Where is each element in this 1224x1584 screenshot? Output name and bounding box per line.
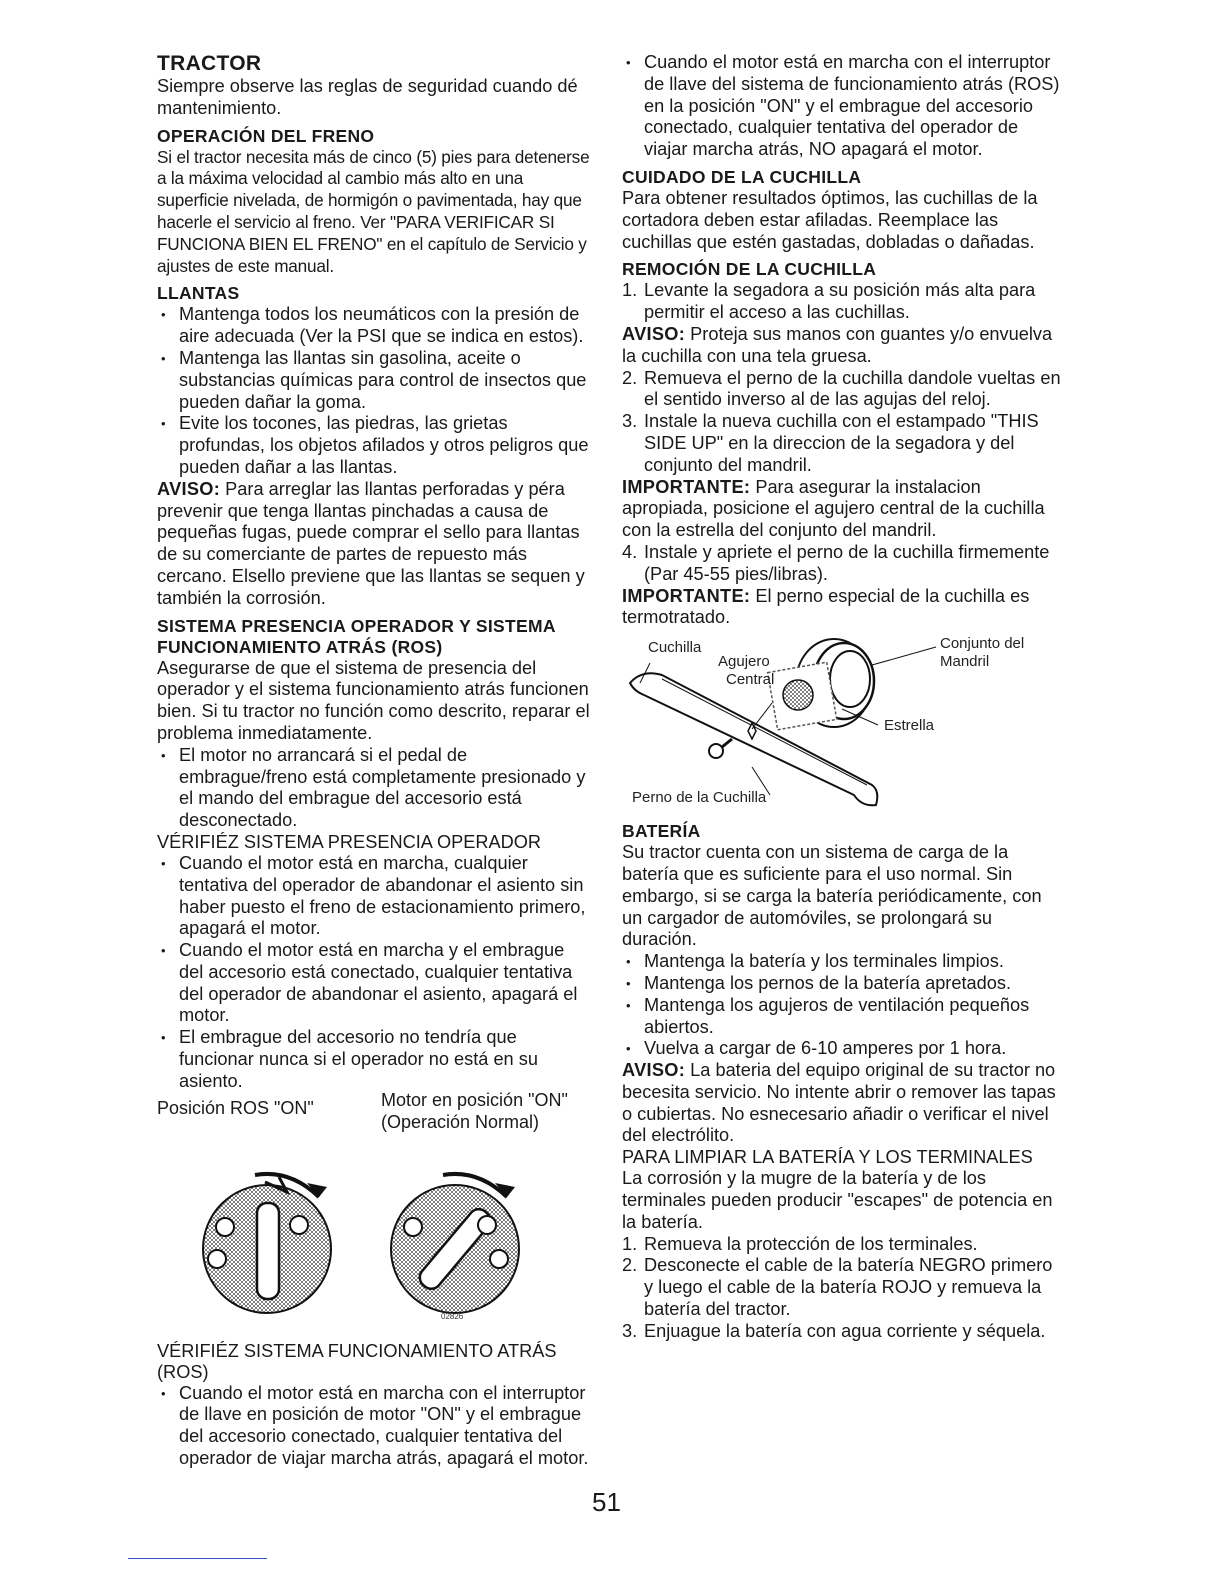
verifiez-atras-heading: VÉRIFIÉZ SISTEMA FUNCIONAMIENTO ATRÁS (ROS) xyxy=(157,1340,557,1382)
blade-figure xyxy=(622,635,1062,813)
normal-operation-label: (Operación Normal) xyxy=(381,1111,540,1132)
llantas-list xyxy=(157,304,593,478)
bateria-list xyxy=(622,951,1062,1060)
list-item: • Mantenga las llantas sin gasolina, aceite o substancias químicas para control de insectos que pueden dañar la goma. xyxy=(157,348,593,413)
ros-on-label: Posición ROS "ON" xyxy=(157,1097,314,1118)
step-text: Levante la segadora a su posición más alta para permitir el acceso a las cuchillas. xyxy=(644,280,1036,323)
sistema-text: Asegurarse de que el sistema de presencia del operador y el sistema funcionamiento atrás funcionen bien. Si tu tractor no función como descrito, reparar el problema inmediatamente. xyxy=(157,657,590,743)
llantas-heading: LLANTAS xyxy=(157,283,240,304)
page-number: 51 xyxy=(592,1487,621,1517)
label-estrella: Estrella xyxy=(884,717,935,735)
cuidado-heading: CUIDADO DE LA CUCHILLA xyxy=(622,166,862,187)
list-item: • Cuando el motor está en marcha, cualquier tentativa del operador de abandonar el asiento sin haber puesto el freno de estacionamiento primero, apagará el motor. xyxy=(157,853,593,940)
aviso-text: La bateria del equipo original de su tractor no becesita servicio. No intente abrir o remover las tapas o cubiertas. No esnecesario añadir o verificar el nivel del electrólito. xyxy=(622,1060,1056,1146)
list-item: 3. Enjuague la batería con agua corriente y séquela. xyxy=(622,1320,1046,1341)
figure-code: 02826 xyxy=(441,1311,464,1321)
llantas-aviso xyxy=(157,479,593,610)
list-item: 1. Remueva la protección de los terminales. xyxy=(622,1233,978,1254)
list-item: • Cuando el motor está en marcha y el embrague del accesorio está conectado, cualquier tentativa del operador de abandonar el asiento, apagará el motor. xyxy=(157,940,593,1027)
ros-knob-left-illustration xyxy=(195,1147,365,1317)
motor-on-label: Motor en posición "ON" xyxy=(381,1089,568,1110)
left-column xyxy=(157,52,593,1470)
footer-rule xyxy=(128,1558,267,1559)
limpiar-steps xyxy=(622,1234,1062,1343)
list-item: • Cuando el motor está en marcha con el interruptor de llave del sistema de funcionamiento atrás (ROS) en la posición "ON" y el embrague del accesorio conectado, cualquier tentativa del operador de viajar marcha atrás, NO apagará el motor. xyxy=(622,52,1062,161)
remocion-steps xyxy=(622,280,1062,324)
aviso-label: AVISO: xyxy=(622,323,686,344)
blade-illustration xyxy=(622,635,1062,813)
freno-text: Si el tractor necesita más de cinco (5) pies para detenerse a la máxima velocidad al cambio más alto en una superficie nivelada, de hormigón o pavimentada, hay que hacerle el servicio al freno. Ver "PARA VERIFICAR SI FUNCIONA BIEN EL FRENO" en el capítulo de Servicio y ajustes de este manual. xyxy=(157,146,590,276)
list-item: 2. Desconecte el cable de la batería NEGRO primero y luego el cable de la batería ROJO y remueva la batería del tractor. xyxy=(622,1255,1053,1320)
step-text: Enjuague la batería con agua corriente y séquela. xyxy=(644,1320,1046,1341)
verifiez-presencia-heading: VÉRIFIÉZ SISTEMA PRESENCIA OPERADOR xyxy=(157,831,542,852)
list-item: 4. Instale y apriete el perno de la cuchilla firmemente (Par 45-55 pies/libras). xyxy=(622,541,1050,584)
list-item: • El motor no arrancará si el pedal de embrague/freno está completamente presionado y el mando del embrague del accesorio está desconectado. xyxy=(157,745,593,832)
step-text: Remueva la protección de los terminales. xyxy=(644,1233,978,1254)
label-mandril: Mandril xyxy=(940,653,990,671)
right-column xyxy=(622,52,1062,1343)
list-item: • Mantenga todos los neumáticos con la presión de aire adecuada (Ver la PSI que se indica en estos). xyxy=(157,304,593,348)
importante-1 xyxy=(622,477,1062,542)
importante-text: El perno especial de la cuchilla es termotratado. xyxy=(622,585,1030,628)
aviso-label: AVISO: xyxy=(622,1060,686,1081)
step-text: Desconecte el cable de la batería NEGRO primero y luego el cable de la batería ROJO y remueva la batería del tractor. xyxy=(644,1255,1053,1320)
list-item: • Mantenga la batería y los terminales limpios. xyxy=(622,951,1062,973)
limpiar-heading: PARA LIMPIAR LA BATERÍA Y LOS TERMINALES xyxy=(622,1147,1033,1168)
list-item: 3. Instale la nueva cuchilla con el estampado "THIS SIDE UP" en la direccion de la segadora y del conjunto del mandril. xyxy=(622,411,1039,475)
ros-knob-figure xyxy=(157,1089,593,1327)
ros-knob-right-illustration xyxy=(383,1147,553,1322)
list-item: • Vuelva a cargar de 6-10 amperes por 1 hora. xyxy=(622,1038,1062,1060)
step-text: Instale la nueva cuchilla con el estampado "THIS SIDE UP" en la direccion de la segadora y del conjunto del mandril. xyxy=(644,411,1039,475)
list-item: • Mantenga los pernos de la batería apretados. xyxy=(622,973,1062,995)
step-text: Instale y apriete el perno de la cuchilla firmemente (Par 45-55 pies/libras). xyxy=(644,541,1050,584)
label-central: Central xyxy=(726,671,775,689)
tractor-heading: TRACTOR xyxy=(157,52,262,75)
verifiez-atras-list xyxy=(157,1383,593,1470)
aviso-label: AVISO: xyxy=(157,478,221,499)
sistema-heading: SISTEMA PRESENCIA OPERADOR Y SISTEMA FUNCIONAMIENTO ATRÁS (ROS) xyxy=(157,615,556,657)
label-agujero: Agujero xyxy=(718,653,770,671)
list-item: • El embrague del accesorio no tendría que funcionar nunca si el operador no está en su asiento. xyxy=(157,1027,593,1092)
label-perno: Perno de la Cuchilla xyxy=(632,789,767,807)
remocion-steps-3 xyxy=(622,542,1062,586)
importante-label: IMPORTANTE: xyxy=(622,585,751,606)
cuidado-text: Para obtener resultados óptimos, las cuchillas de la cortadora deben estar afiladas. Reemplace las cuchillas que estén gastadas, dobladas o dañadas. xyxy=(622,187,1038,252)
bateria-heading: BATERÍA xyxy=(622,821,701,842)
bateria-aviso xyxy=(622,1060,1062,1147)
list-item: 1. Levante la segadora a su posición más alta para permitir el acceso a las cuchillas. xyxy=(622,280,1036,323)
aviso-text: Proteja sus manos con guantes y/o envuelva la cuchilla con una tela gruesa. xyxy=(622,323,1053,366)
freno-heading: OPERACIÓN DEL FRENO xyxy=(157,125,375,146)
list-item: • Evite los tocones, las piedras, las grietas profundas, los objetos afilados y otros peligros que pueden dañar a las llantas. xyxy=(157,413,593,478)
list-item: • Mantenga los agujeros de ventilación pequeños abiertos. xyxy=(622,995,1062,1039)
step-text: Remueva el perno de la cuchilla dandole vueltas en el sentido inverso al de las agujas del reloj. xyxy=(644,367,1061,410)
ros-bullets xyxy=(622,52,1062,161)
verifiez-presencia-list xyxy=(157,853,593,1093)
tractor-text: Siempre observe las reglas de seguridad cuando dé mantenimiento. xyxy=(157,76,578,118)
list-item: 2. Remueva el perno de la cuchilla dandole vueltas en el sentido inverso al de las agujas del reloj. xyxy=(622,367,1061,410)
importante-2 xyxy=(622,586,1062,630)
bateria-text: Su tractor cuenta con un sistema de carga de la batería que es suficiente para el uso normal. Sin embargo, si se carga la batería periódicamente, con un cargador de automóviles, se prolongará su duración. xyxy=(622,842,1042,950)
importante-label: IMPORTANTE: xyxy=(622,476,751,497)
remocion-aviso xyxy=(622,324,1062,368)
label-conjunto: Conjunto del xyxy=(940,635,1025,653)
limpiar-text: La corrosión y la mugre de la batería y de los terminales pueden producir "escapes" de potencia en la batería. xyxy=(622,1168,1053,1232)
sistema-list xyxy=(157,745,593,832)
aviso-text: Para arreglar las llantas perforadas y péra prevenir que tenga llantas pinchadas a causa de pequeñas fugas, puede comprar el sello para llantas de su comerciante de partes de repuesto más cercano. Elsello previene que las llantas se sequen y también la corrosión. xyxy=(157,478,585,608)
importante-text: Para asegurar la instalacion apropiada, posicione el agujero central de la cuchilla con la estrella del conjunto del mandril. xyxy=(622,476,1045,541)
list-item: • Cuando el motor está en marcha con el interruptor de llave en posición de motor "ON" y el embrague del accesorio conectado, cualquier tentativa del operador de viajar marcha atrás, apagará el motor. xyxy=(157,1383,593,1470)
remocion-heading: REMOCIÓN DE LA CUCHILLA xyxy=(622,259,877,280)
remocion-steps-2 xyxy=(622,368,1062,477)
label-cuchilla: Cuchilla xyxy=(648,639,702,657)
